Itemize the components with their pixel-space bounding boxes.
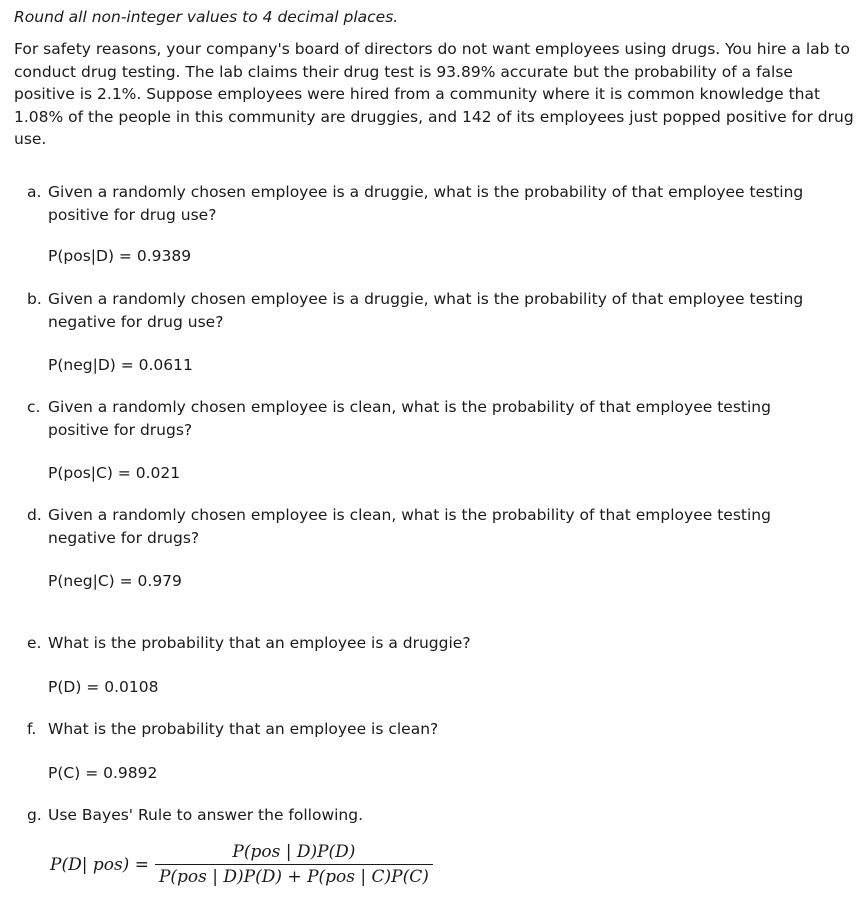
question-text: What is the probability that an employee is a druggie? [48,634,471,652]
question-d [27,504,827,590]
answer-text: P(C) = 0.9892 [48,764,158,782]
formula-denominator: P(pos | D)P(D) + P(pos | C)P(C) [155,864,433,887]
problem-statement: For safety reasons, your company's board of directors do not want employees using drugs. You hire a lab to conduct drug testing. The lab claims their drug test is 93.89% accurate but the probability of a false positive is 2.1%. Suppose employees were hired from a community where it is common knowledge that 1.08% of the people in this community are druggies, and 142 of its employees just popped positive for drug use. [14,40,854,148]
question-text: Use Bayes' Rule to answer the following. [48,806,364,824]
answer-text: P(D) = 0.0108 [48,678,159,696]
formula-lhs: P(D| pos) = [50,854,149,875]
formula-numerator: P(pos | D)P(D) [232,842,356,862]
question-letter: f. [27,720,37,738]
answer-text: P(neg|C) = 0.979 [48,572,182,590]
question-text: Given a randomly chosen employee is clean, what is the probability of that employee testing negative for drugs? [48,506,771,547]
answer-text: P(neg|D) = 0.0611 [48,356,193,374]
answer-text: P(pos|D) = 0.9389 [48,247,192,265]
document [14,6,854,151]
instruction-text: Round all non-integer values to 4 decimal places. [14,8,399,26]
question-letter: d. [27,506,42,524]
answer-text: P(pos|C) = 0.021 [48,464,181,482]
question-letter: b. [27,290,42,308]
formula-fraction [155,842,433,887]
question-text: Given a randomly chosen employee is clean, what is the probability of that employee testing positive for drugs? [48,398,771,439]
bayes-formula [50,842,433,887]
question-e [27,632,827,696]
question-text: What is the probability that an employee is clean? [48,720,439,738]
question-a [27,181,827,265]
question-letter: e. [27,634,42,652]
question-text: Given a randomly chosen employee is a druggie, what is the probability of that employee testing negative for drug use? [48,290,804,331]
question-letter: a. [27,183,42,201]
question-f [27,718,827,782]
question-letter: c. [27,398,41,416]
question-g [27,804,827,827]
question-letter: g. [27,806,42,824]
question-c [27,396,827,482]
question-b [27,288,827,374]
question-text: Given a randomly chosen employee is a druggie, what is the probability of that employee testing positive for drug use? [48,183,804,224]
